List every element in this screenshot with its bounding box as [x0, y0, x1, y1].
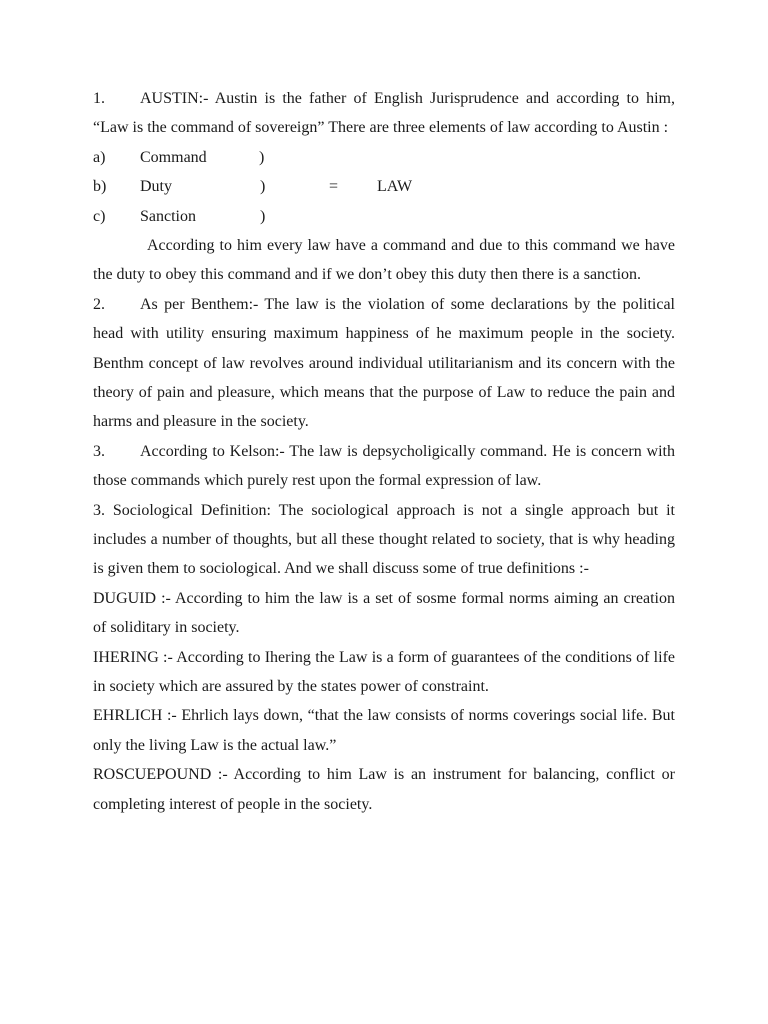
austin-explanation: According to him every law have a command and due to this command we have the duty to obey this command and if we don’t obey this duty then there is a sanction. — [93, 236, 675, 284]
section-number: 1. — [93, 90, 105, 107]
section-text: According to Kelson:- The law is depsycholigically command. He is concern with those commands which purely rest upon the formal expression of law. — [93, 442, 675, 490]
section-number: 2. — [93, 295, 105, 313]
element-bracket: ) — [260, 178, 266, 196]
element-row-duty — [93, 172, 675, 201]
section-benthem — [93, 290, 675, 437]
document-page — [93, 84, 675, 819]
section-austin — [93, 84, 675, 143]
definition-roscuepound: ROSCUEPOUND :- According to him Law is an instrument for balancing, conflict or completing interest of people in the society. — [93, 766, 675, 813]
element-bracket: ) — [259, 148, 265, 166]
equals-sign: = — [329, 178, 339, 196]
element-row-sanction — [93, 202, 675, 231]
definition-duguid: DUGUID :- According to him the law is a set of sosme formal norms aiming an creation of soliditary in society. — [93, 589, 675, 637]
element-term: Sanction — [140, 207, 196, 225]
section-text: AUSTIN:- Austin is the father of English Jurisprudence and according to him, “Law is the command of sovereign” There are three elements of law according to Austin : — [93, 90, 675, 137]
definition-ehrlich: EHRLICH :- Ehrlich lays down, “that the law consists of norms coverings social life. But only the living Law is the actual law.” — [93, 707, 675, 754]
element-row-command — [93, 143, 675, 172]
element-label: b) — [93, 178, 107, 196]
element-label: c) — [93, 207, 106, 225]
section-kelson — [93, 437, 675, 496]
definition-ihering: IHERING :- According to Ihering the Law is a form of guarantees of the conditions of life in society which are assured by the states power of constraint. — [93, 648, 675, 696]
element-term: Command — [140, 148, 207, 166]
sociological-definition: 3. Sociological Definition: The sociological approach is not a single approach but it includes a number of thoughts, but all these thought related to society, that is why heading is given them to sociological. And we shall discuss some of true definitions :- — [93, 501, 675, 578]
element-label: a) — [93, 148, 106, 166]
element-bracket: ) — [260, 207, 266, 225]
section-text: As per Benthem:- The law is the violation of some declarations by the political head with utility ensuring maximum happiness of he maximum people in the society. Benthm concept of law revolves around individual utilitarianism and its concern with the theory of pain and pleasure, which means that the purpose of Law to reduce the pain and harms and pleasure in the society. — [93, 295, 675, 431]
section-number: 3. — [93, 442, 105, 460]
law-result: LAW — [377, 178, 413, 196]
element-term: Duty — [140, 178, 172, 196]
